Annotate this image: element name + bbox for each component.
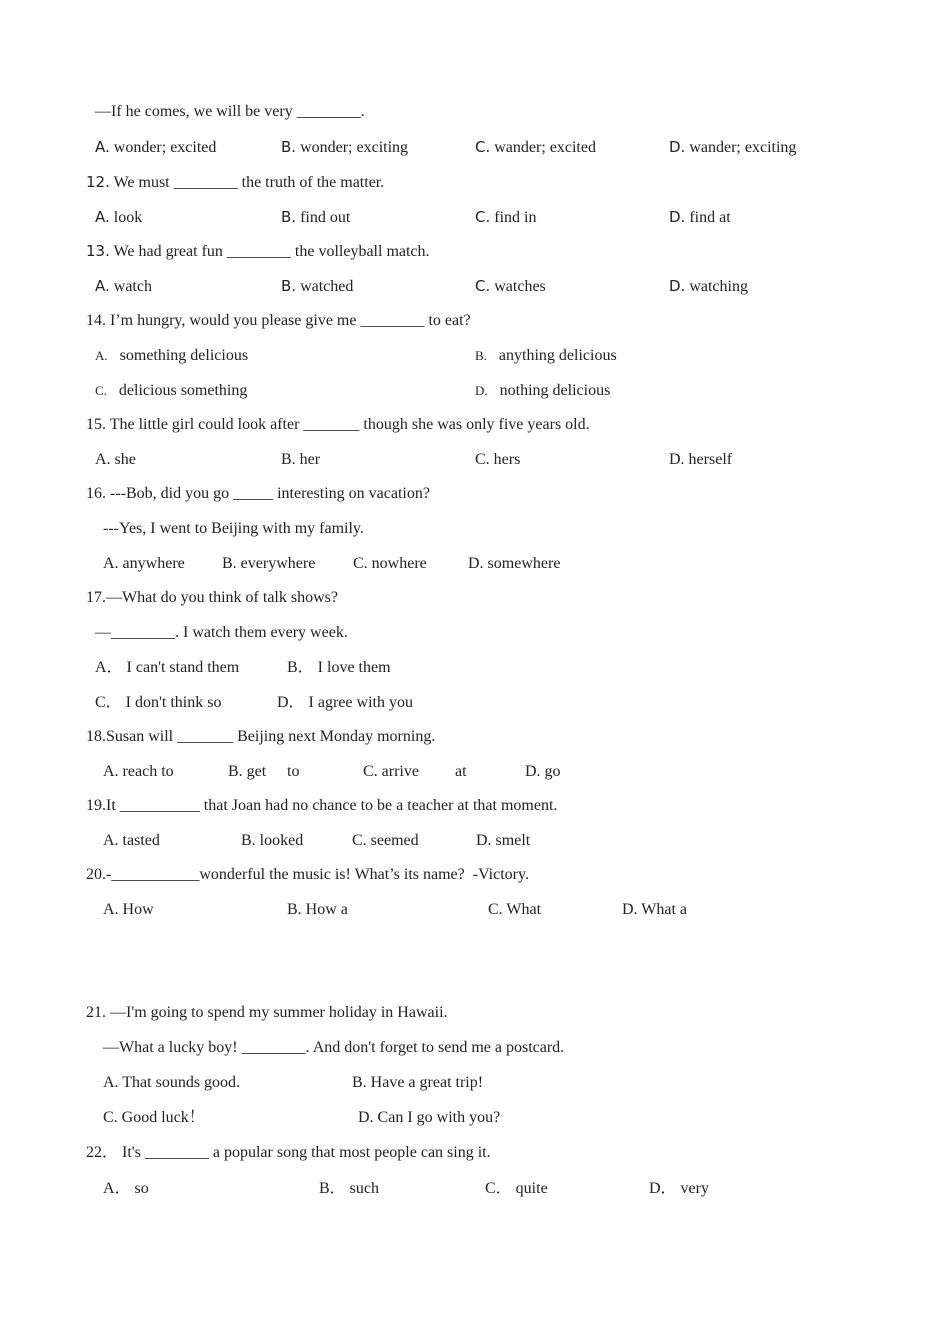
option-a [95,207,142,228]
option-label: A. [95,208,110,226]
option-c: C． I don't think so [95,694,222,711]
question-prompt: 19.It __________ that Joan had no chance to be a teacher at that moment. [86,797,558,814]
option-label: A. [95,138,110,156]
option-c-extra: at [455,763,467,780]
option-label: A. [95,277,110,295]
option-c: C. What [488,901,542,918]
option-a: A. How [103,901,154,918]
option-text: wonder; excited [113,139,217,156]
option-d: D. somewhere [468,555,561,572]
option-label: B. [475,348,487,363]
option-a: A. That sounds good. [103,1074,241,1091]
option-c: C． quite [485,1180,548,1197]
option-label: C. [475,277,491,295]
option-text: watched [300,278,354,295]
option-b: B. Have a great trip! [352,1074,484,1091]
question-prompt: —If he comes, we will be very ________. [95,103,365,120]
option-d: D. herself [669,451,733,468]
option-a: A. reach to [103,763,174,780]
question-text: We must ________ the truth of the matter. [113,174,385,191]
option-label: D. [669,208,686,226]
option-text: anything delicious [498,347,617,364]
option-text: look [113,209,143,226]
option-text: delicious something [118,382,248,399]
option-c [95,381,247,401]
option-b [281,276,353,297]
option-label: C. [475,138,491,156]
option-b [475,346,617,366]
option-c: C. seemed [352,832,419,849]
option-text: nothing delicious [499,382,611,399]
option-text: wonder; exciting [300,139,409,156]
option-d: D． very [649,1180,709,1197]
option-d [475,381,610,401]
option-label: D. [475,383,488,398]
question-prompt [86,172,384,193]
question-prompt: 16. ---Bob, did you go _____ interesting on vacation? [86,485,430,502]
option-b [281,207,350,228]
option-d: D. go [525,763,561,780]
option-c: C. hers [475,451,521,468]
option-text: watches [494,278,546,295]
option-b: B. How a [287,901,348,918]
option-d [669,137,796,158]
option-text: wander; excited [494,139,596,156]
option-label: A. [95,348,108,363]
question-prompt: 18.Susan will _______ Beijing next Monday morning. [86,728,436,745]
option-b: B． I love them [287,659,391,676]
option-a: A. anywhere [103,555,185,572]
option-text: find at [689,209,731,226]
option-label: D. [669,138,686,156]
question-prompt: 22． It's ________ a popular song that most people can sing it. [86,1144,491,1161]
option-text: find out [300,209,351,226]
option-label: B. [281,138,297,156]
option-a: A． I can't stand them [95,659,240,676]
option-c [475,137,596,158]
option-c [475,207,536,228]
question-reply: —What a lucky boy! ________. And don't forget to send me a postcard. [103,1039,565,1056]
option-b: B. looked [241,832,304,849]
option-a: A. tasted [103,832,160,849]
option-b: B． such [319,1180,380,1197]
option-label: C. [95,383,107,398]
option-c: C. arrive [363,763,419,780]
question-reply: —________. I watch them every week. [95,624,348,641]
option-label: B. [281,208,297,226]
question-text: We had great fun ________ the volleyball match. [113,243,430,260]
question-prompt [86,241,430,262]
option-b: B. everywhere [222,555,316,572]
option-a [95,137,216,158]
option-text: watching [689,278,748,295]
option-b-extra: to [287,763,300,780]
option-a: A． so [103,1180,149,1197]
option-a [95,346,248,366]
option-text: wander; exciting [689,139,797,156]
option-b [281,137,408,158]
option-text: find in [494,209,537,226]
option-label: C. [475,208,491,226]
option-d [669,276,748,297]
option-d [669,207,731,228]
option-d: D． I agree with you [277,694,413,711]
question-reply: ---Yes, I went to Beijing with my family. [103,520,364,537]
question-number: 12. [86,173,110,191]
option-b: B. her [281,451,321,468]
option-a: A. she [95,451,136,468]
option-d: D. Can I go with you? [358,1109,501,1126]
option-a [95,276,152,297]
option-c [475,276,546,297]
option-text: something delicious [119,347,249,364]
option-label: D. [669,277,686,295]
option-c: C. nowhere [353,555,427,572]
option-d: D. What a [622,901,688,918]
question-number: 13. [86,242,110,260]
option-c: C. Good luck！ [103,1109,205,1126]
question-prompt: 17.—What do you think of talk shows? [86,589,338,606]
option-b: B. get [228,763,267,780]
question-prompt: 21. —I'm going to spend my summer holiday in Hawaii. [86,1004,448,1021]
option-text: watch [113,278,152,295]
option-label: B. [281,277,297,295]
question-prompt: 20.-___________wonderful the music is! What’s its name? -Victory. [86,866,529,883]
option-d: D. smelt [476,832,531,849]
question-prompt: 14. I’m hungry, would you please give me ________ to eat? [86,312,471,329]
question-prompt: 15. The little girl could look after _______ though she was only five years old. [86,416,590,433]
